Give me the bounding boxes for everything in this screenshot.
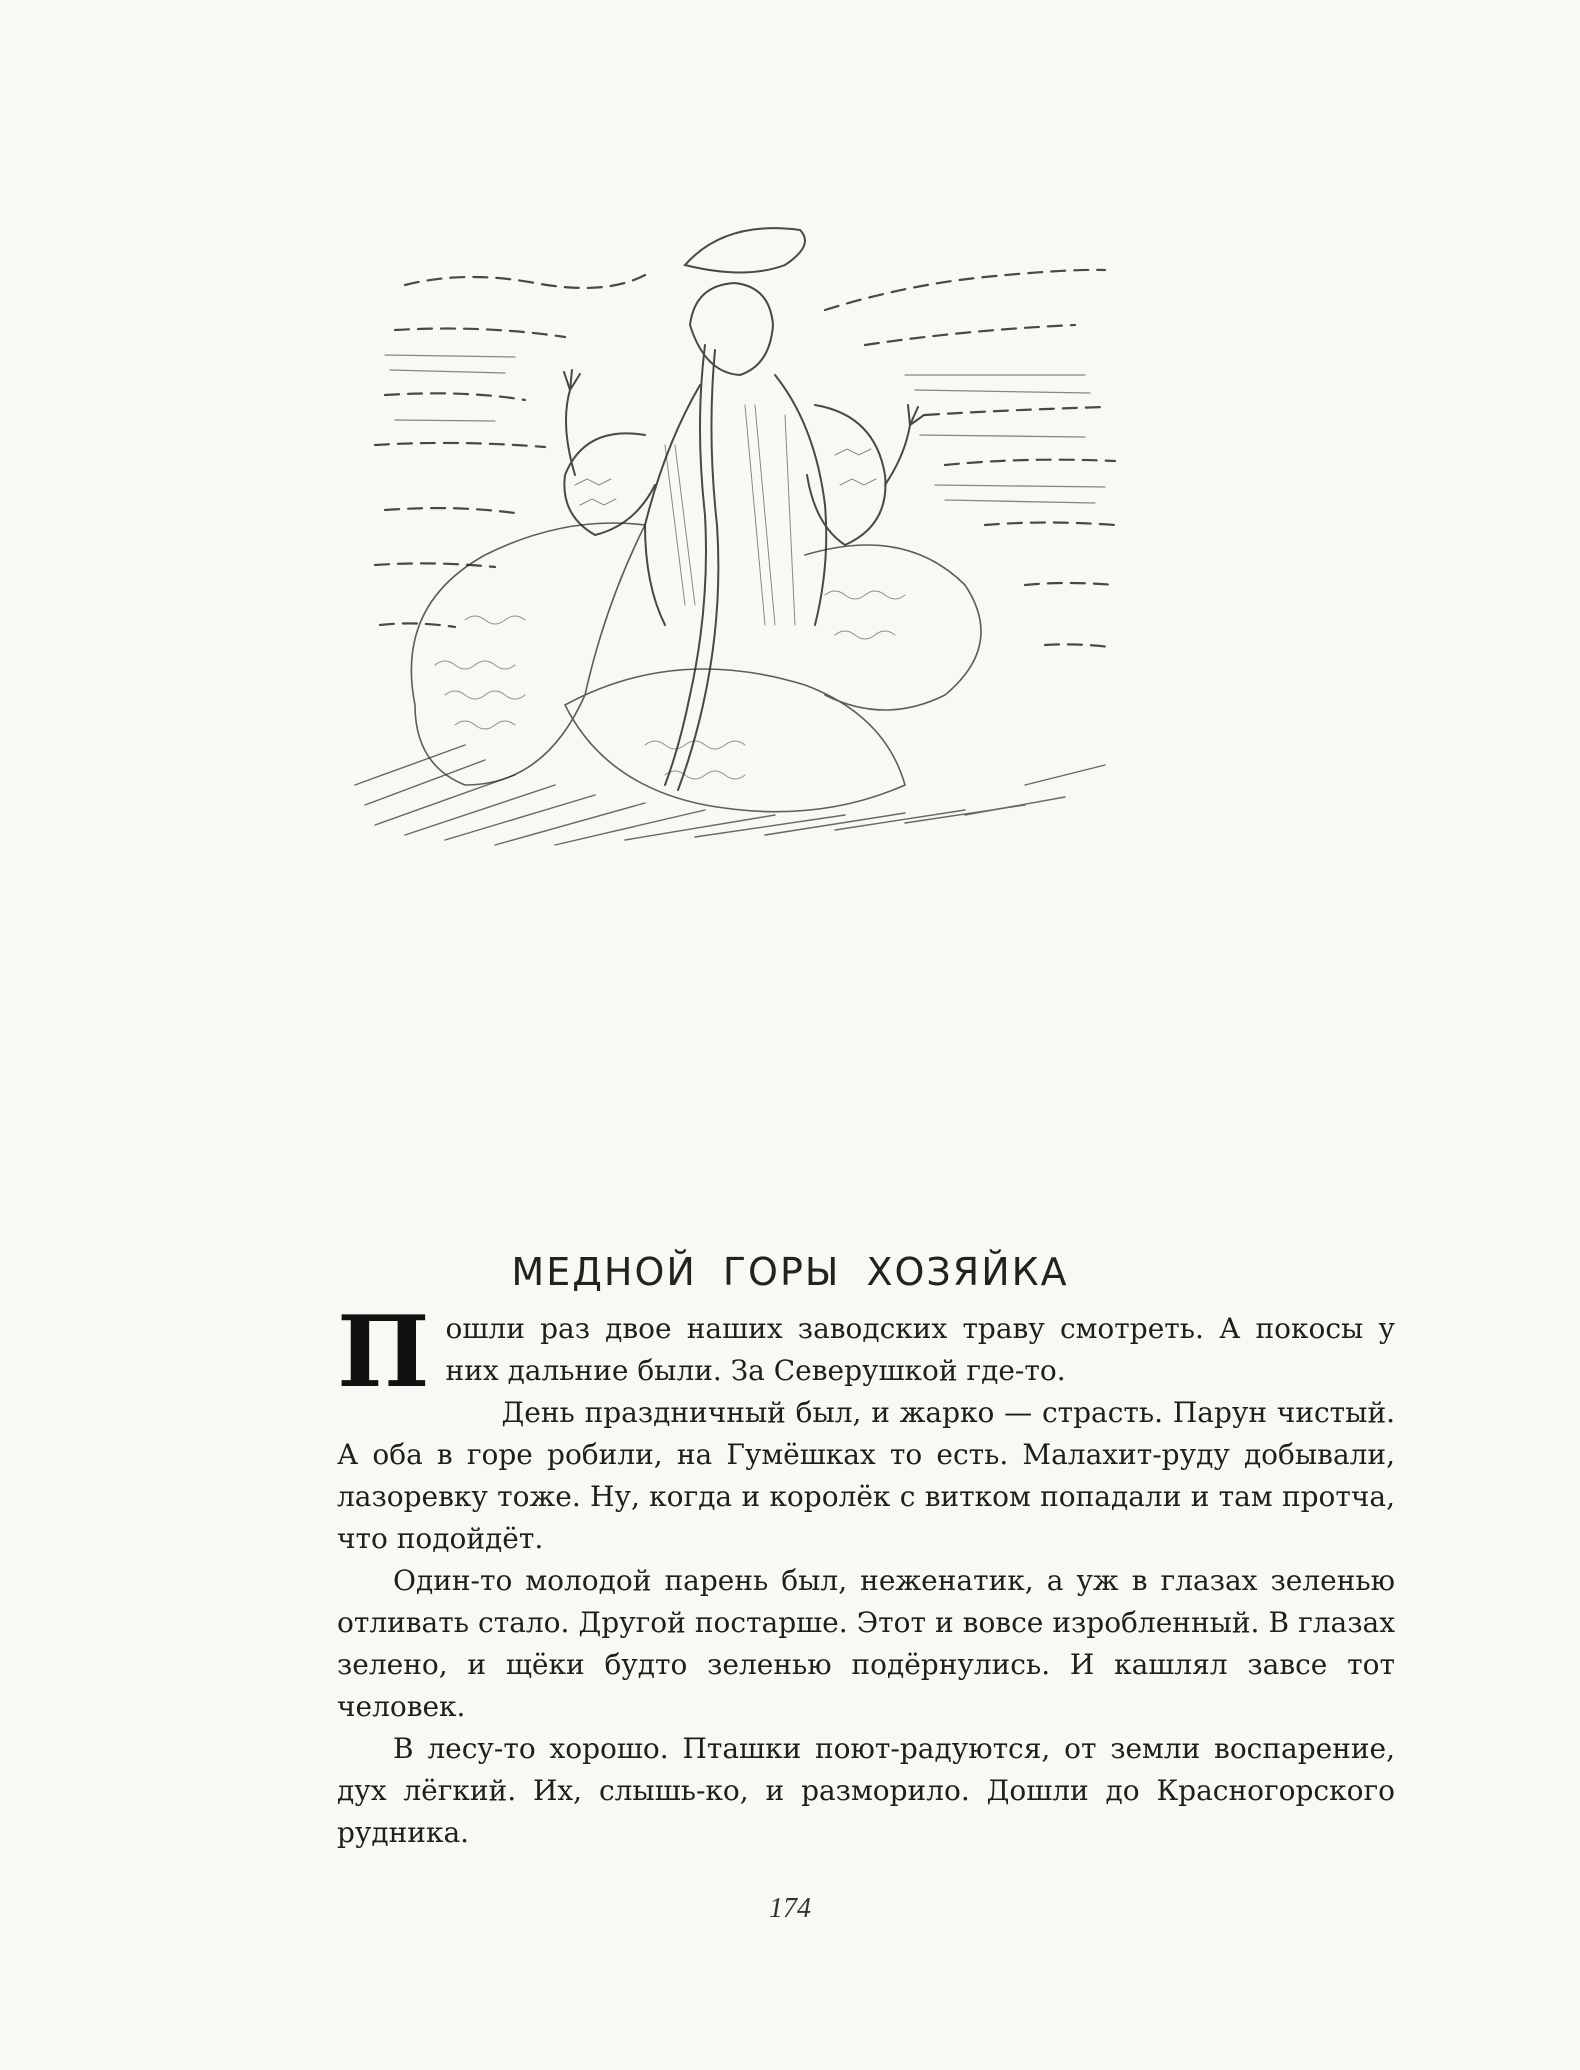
paragraph: Один-то молодой парень был, неженатик, а уж в глазах зеленью отливать стало. Другой постарше. Этот и вовсе изробленный. В глазах зелено, и щёки будто зеленью подёрнулись. И кашлял завсе тот человек. [337,1564,1395,1723]
story-text [337,1295,1395,1854]
paragraph [337,1295,1395,1410]
woman-in-dress-seated-on-rock-icon [345,225,1135,1005]
story-title: МЕДНОЙ ГОРЫ ХОЗЯЙКА [511,1250,1069,1295]
paragraph: День праздничный был, и жарко — страсть. Парун чистый. А оба в горе робили, на Гумёшках то есть. Малахит-руду добывали, лазоревку тоже. Ну, когда и королёк с витком попадали и там протча, что подойдёт. [337,1396,1395,1555]
drop-cap: П [337,1295,430,1410]
paragraph: В лесу-то хорошо. Пташки поют-радуются, от земли воспарение, дух лёгкий. Их, слышь-ко, и разморило. Дошли до Красногорского рудника. [337,1732,1395,1849]
illustration-woman-on-rock [345,225,1135,1005]
paragraph-text: ошли раз двое наших заводских траву смотреть. А покосы у них дальние были. За Северушкой где-то. [445,1312,1395,1387]
page-number: 174 [769,1893,811,1924]
